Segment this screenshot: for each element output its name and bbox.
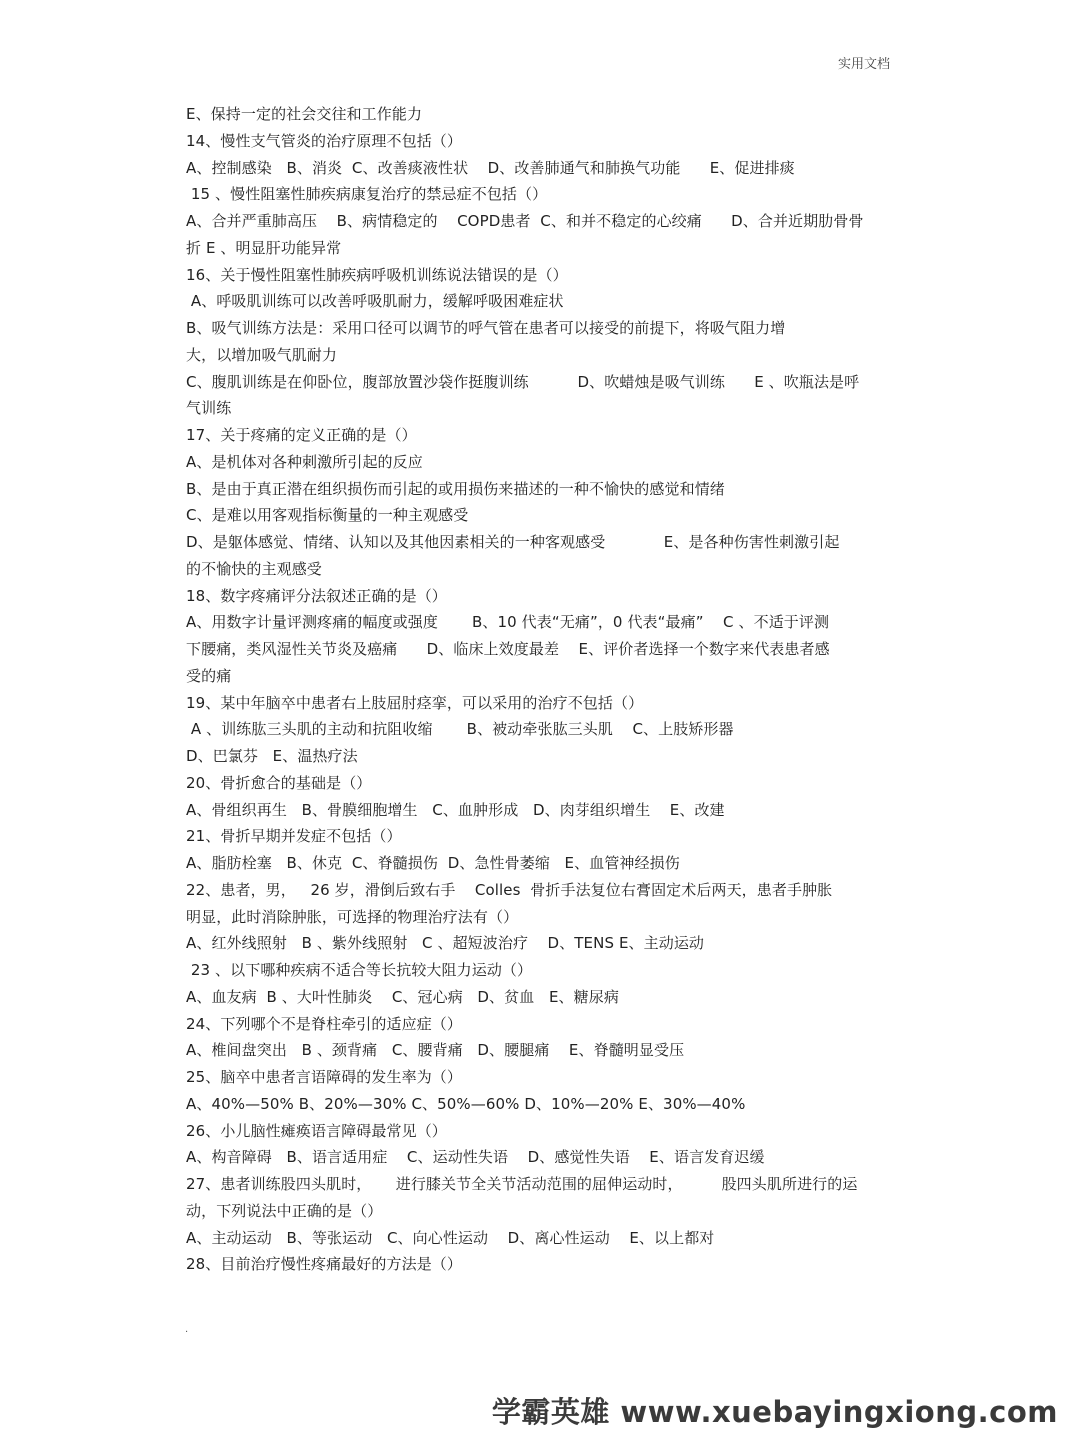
text-line: 21、骨折早期并发症不包括（） xyxy=(186,827,402,846)
text-line: D、巴氯芬 E、温热疗法 xyxy=(186,747,358,765)
text-line: 27、患者训练股四头肌时， 进行膝关节全关节活动范围的屈伸运动时， 股四头肌所进行的运 xyxy=(186,1175,858,1193)
text-line: D、是躯体感觉、情绪、认知以及其他因素相关的一种客观感受 E、是各种伤害性刺激引起 xyxy=(186,533,840,551)
text-line: A 、训练肱三头肌的主动和抗阻收缩 B、被动牵张肱三头肌 C、上肢矫形器 xyxy=(186,720,734,739)
page-header: 实用文档 xyxy=(837,57,890,72)
text-line: 26、小儿脑性瘫痪语言障碍最常见（） xyxy=(186,1121,447,1140)
text-line: 23 、以下哪种疾病不适合等长抗较大阻力运动（） xyxy=(186,961,533,979)
text-line: 28、目前治疗慢性疼痛最好的方法是（） xyxy=(186,1255,462,1274)
text-line: 24、下列哪个不是脊柱牵引的适应症（） xyxy=(186,1014,462,1033)
text-line: 25、脑卒中患者言语障碍的发生率为（） xyxy=(186,1068,462,1086)
text-line: A、呼吸肌训练可以改善呼吸肌耐力，缓解呼吸困难症状 xyxy=(186,292,564,311)
text-line: C、是难以用客观指标衡量的一种主观感受 xyxy=(186,506,469,525)
text-line: A、主动运动 B、等张运动 C、向心性运动 D、离心性运动 E、以上都对 xyxy=(186,1228,715,1247)
text-line: E、保持一定的社会交往和工作能力 xyxy=(186,105,423,123)
text-line: B、是由于真正潜在组织损伤而引起的或用损伤来描述的一种不愉快的感觉和情绪 xyxy=(186,479,725,498)
text-line: A、构音障碍 B、语言适用症 C、运动性失语 D、感觉性失语 E、语言发育迟缓 xyxy=(186,1148,765,1167)
text-line: 22、患者，男， 26 岁，滑倒后致右手 Colles 骨折手法复位右膏固定术后两天，患者手肿胀 xyxy=(186,880,833,899)
text-line: A、用数字计量评测疼痛的幅度或强度 B、10 代表“无痛”，0 代表“最痛” C 、不适于评测 xyxy=(186,613,830,632)
document-body xyxy=(186,101,896,1278)
text-line: 受的痛 xyxy=(186,666,232,685)
text-line: 的不愉快的主观感受 xyxy=(186,559,322,578)
text-line: 折 E 、明显肝功能异常 xyxy=(186,238,342,257)
text-line: A、是机体对各种刺激所引起的反应 xyxy=(186,452,423,471)
text-line: A、骨组织再生 B、骨膜细胞增生 C、血肿形成 D、肉芽组织增生 E、改建 xyxy=(186,800,725,819)
text-line: 动，下列说法中正确的是（） xyxy=(186,1201,383,1220)
text-line: 明显，此时消除肿胀，可选择的物理治疗法有（） xyxy=(186,907,519,926)
text-line: 20、骨折愈合的基础是（） xyxy=(186,773,372,792)
text-line: A、椎间盘突出 B 、颈背痛 C、腰背痛 D、腰腿痛 E、脊髓明显受压 xyxy=(186,1041,685,1060)
text-line: 气训练 xyxy=(186,399,232,418)
text-line: A、红外线照射 B 、紫外线照射 C 、超短波治疗 D、TENS E、主动运动 xyxy=(186,934,705,953)
text-line: A、40%—50% B、20%—30% C、50%—60% D、10%—20% E、30%—40% xyxy=(186,1094,746,1113)
text-line: 下腰痛，类风湿性关节炎及癌痛 D、临床上效度最差 E、评价者选择一个数字来代表患者感 xyxy=(186,640,830,658)
text-line: 大，以增加吸气肌耐力 xyxy=(186,345,338,364)
footer-mark: . xyxy=(185,1324,189,1335)
text-line: A、控制感染 B、消炎 C、改善痰液性状 D、改善肺通气和肺换气功能 E、促进排痰 xyxy=(186,158,795,177)
text-line: 18、数字疼痛评分法叙述正确的是（） xyxy=(186,586,447,605)
text-line: 14、慢性支气管炎的治疗原理不包括（） xyxy=(186,131,462,150)
text-line: 19、某中年脑卒中患者右上肢屈肘痉挛，可以采用的治疗不包括（） xyxy=(186,693,644,712)
site-watermark: 学霸英雄 www.xuebayingxiong.com xyxy=(491,1395,1058,1429)
text-line: C、腹肌训练是在仰卧位，腹部放置沙袋作挺腹训练 D、吹蜡烛是吸气训练 E 、吹瓶法是呼 xyxy=(186,372,860,391)
text-line: A、合并严重肺高压 B、病情稳定的 COPD患者 C、和并不稳定的心绞痛 D、合并近期肋骨骨 xyxy=(186,212,864,230)
text-line: A、脂肪栓塞 B、休克 C、脊髓损伤 D、急性骨萎缩 E、血管神经损伤 xyxy=(186,854,680,872)
text-line: A、血友病 B 、大叶性肺炎 C、冠心病 D、贫血 E、糖尿病 xyxy=(186,987,619,1006)
text-line: 17、关于疼痛的定义正确的是（） xyxy=(186,426,417,444)
text-line: B、吸气训练方法是：采用口径可以调节的呼气管在患者可以接受的前提下，将吸气阻力增 xyxy=(186,319,786,337)
text-line: 16、关于慢性阻塞性肺疾病呼吸机训练说法错误的是（） xyxy=(186,265,568,284)
text-line: 15 、慢性阻塞性肺疾病康复治疗的禁忌症不包括（） xyxy=(186,185,548,204)
